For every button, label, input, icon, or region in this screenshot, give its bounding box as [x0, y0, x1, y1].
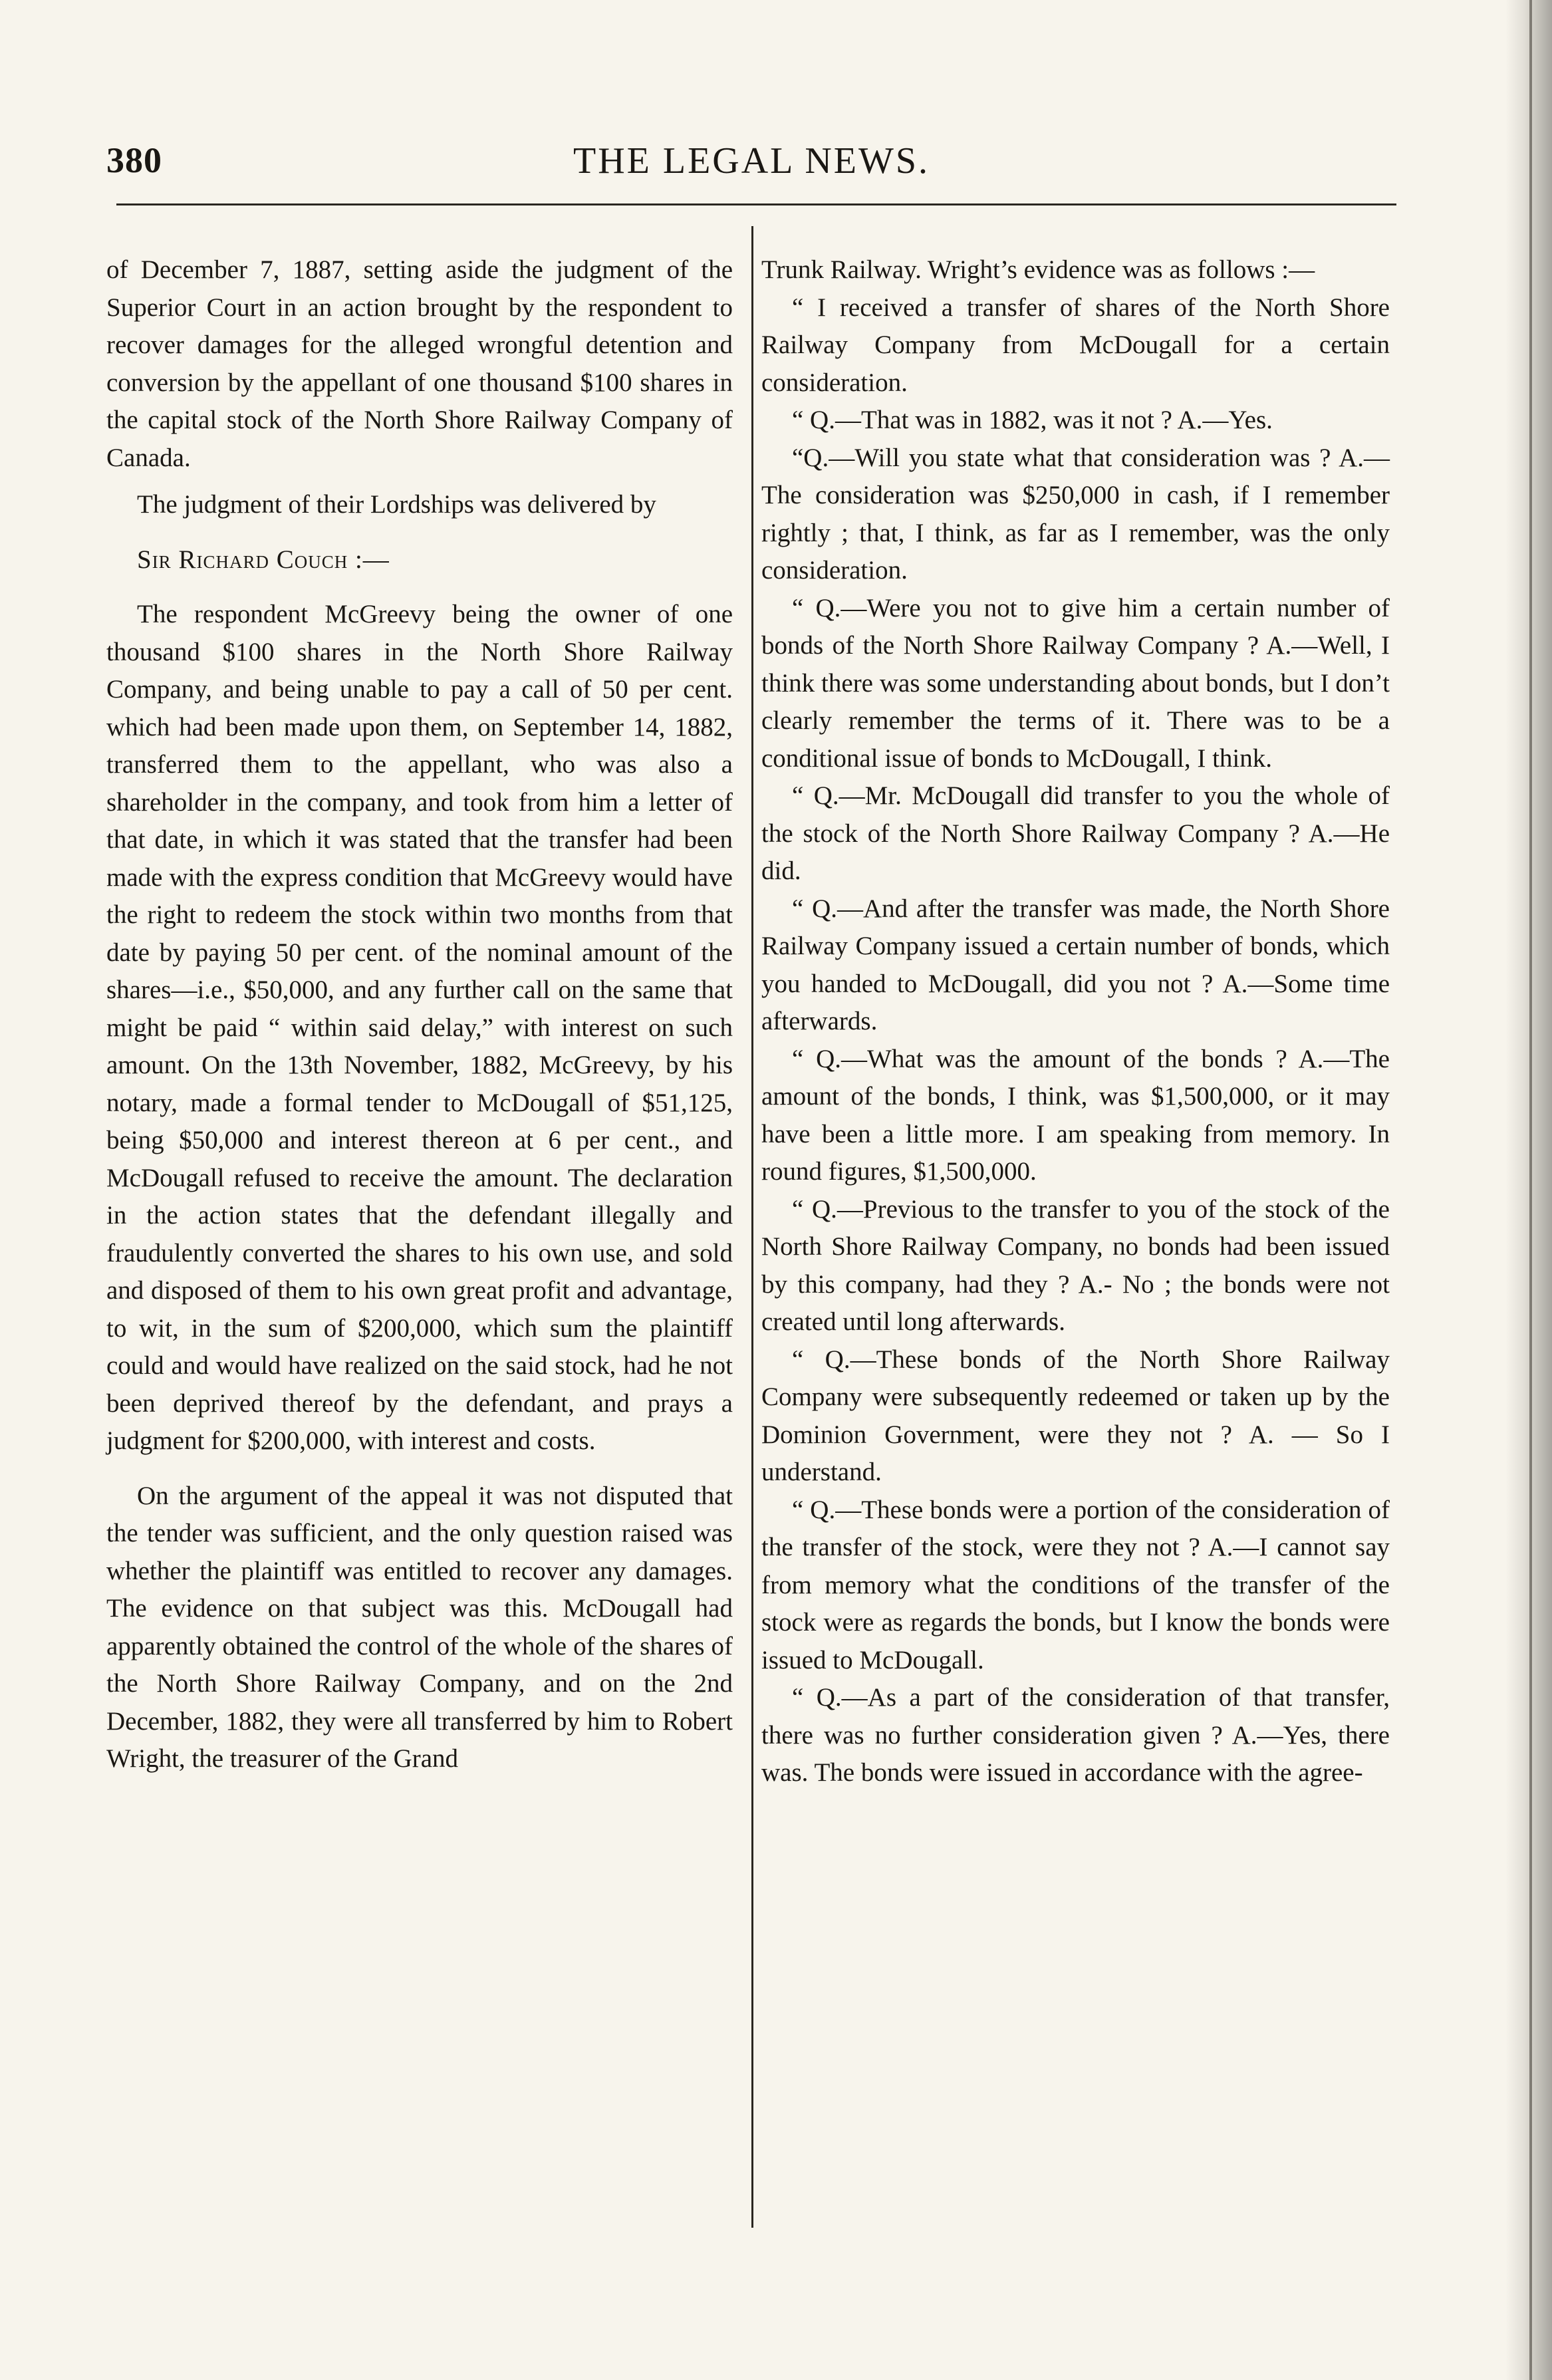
testimony-paragraph: “ Q.—That was in 1882, was it not ? A.—Yes.	[792, 406, 1273, 434]
speaker-heading: Sir Richard Couch :—	[137, 545, 390, 574]
testimony-paragraph: “ I received a transfer of shares of the North Shore Railway Company from McDougall for a certain consideration.	[761, 293, 1390, 397]
paragraph: On the argument of the appeal it was not disputed that the tender was sufficient, and the only question raised was whether the plaintiff was entitled to recover any damages. The evidence on that subject was this. McDougall had apparently obtained the control of the whole of the shares of the North Shore Railway Company, and on the 2nd December, 1882, they were all transferred by him to Robert Wright, the treasurer of the Grand	[106, 1481, 733, 1773]
testimony-paragraph: “ Q.—What was the amount of the bonds ? A.—The amount of the bonds, I think, was $1,500,000, or it may have been a little more. I am speaking from memory. In round figures, $1,500,000.	[761, 1044, 1390, 1186]
binding-shadow	[1505, 0, 1552, 2380]
testimony-paragraph: “Q.—Will you state what that consideration was ? A.—The consideration was $250,000 in cash, if I remember rightly ; that, I think, as far as I remember, was the only consideration.	[761, 443, 1390, 585]
right-column	[761, 251, 1390, 1792]
testimony-paragraph: “ Q.—These bonds of the North Shore Railway Company were subsequently redeemed or taken up by the Dominion Government, were they not ? A. — So I understand.	[761, 1345, 1390, 1486]
page-number: 380	[106, 140, 162, 180]
running-title: THE LEGAL NEWS.	[573, 140, 930, 182]
testimony-paragraph: “ Q.—And after the transfer was made, the North Shore Railway Company issued a certain number of bonds, which you handed to McDougall, did you not ? A.—Some time afterwards.	[761, 894, 1390, 1035]
testimony-paragraph: “ Q.—Mr. McDougall did transfer to you the whole of the stock of the North Shore Railway Company ? A.—He did.	[761, 781, 1390, 885]
testimony-paragraph: “ Q.—Were you not to give him a certain number of bonds of the North Shore Railway Company ? A.—Well, I think there was some understanding about bonds, but I don’t clearly remember the terms of it. There was to be a conditional issue of bonds to McDougall, I think.	[761, 593, 1390, 773]
paragraph: The respondent McGreevy being the owner of one thousand $100 shares in the North Shore Railway Company, and being unable to pay a call of 50 per cent. which had been made upon them, on September 14, 1882, transferred them to the appellant, who was also a shareholder in the company, and took from him a letter of that date, in which it was stated that the transfer had been made with the express condition that McGreevy would have the right to redeem the stock within two months from that date by paying 50 per cent. of the nominal amount of the shares—i.e., $50,000, and any further call on the same that might be paid “ within said delay,” with interest on such amount. On the 13th November, 1882, McGreevy, by his notary, made a formal tender to McDougall of $51,125, being $50,000 and interest thereon at 6 per cent., and McDougall refused to receive the amount. The declaration in the action states that the defendant illegally and fraudulently converted the shares to his own use, and sold and disposed of them to his own great profit and advantage, to wit, in the sum of $200,000, which sum the plaintiff could and would have realized on the said stock, had he not been deprived thereof by the defendant, and prays a judgment for $200,000, with interest and costs.	[106, 600, 733, 1455]
testimony-paragraph: “ Q.—As a part of the consideration of that transfer, there was no further consideration given ? A.—Yes, there was. The bonds were issued in accordance with the agree-	[761, 1683, 1390, 1787]
binding-edge-line	[1529, 0, 1532, 2380]
testimony-paragraph: “ Q.—These bonds were a portion of the consideration of the transfer of the stock, were they not ? A.—I cannot say from memory what the conditions of the transfer of the stock were as regards the bonds, but I know the bonds were issued to McDougall.	[761, 1495, 1390, 1674]
paragraph: Trunk Railway. Wright’s evidence was as follows :—	[761, 255, 1315, 284]
testimony-paragraph: “ Q.—Previous to the transfer to you of the stock of the North Shore Railway Company, no bonds had been issued by this company, had they ? A.- No ; the bonds were not created until long afterwards.	[761, 1194, 1390, 1336]
paragraph: of December 7, 1887, setting aside the judgment of the Superior Court in an action brought by the respondent to recover damages for the alleged wrongful detention and conversion by the appellant of one thousand $100 shares in the capital stock of the North Shore Railway Company of Canada.	[106, 255, 733, 472]
left-column	[106, 251, 733, 1778]
header-rule	[116, 203, 1396, 205]
page-header	[100, 132, 1403, 192]
paragraph: The judgment of their Lordships was delivered by	[137, 490, 656, 519]
column-divider	[751, 226, 753, 2228]
